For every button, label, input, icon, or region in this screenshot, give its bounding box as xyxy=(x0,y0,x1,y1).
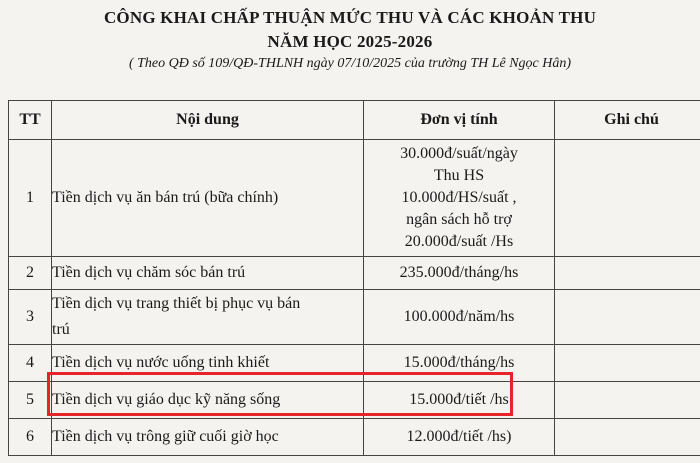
table-row xyxy=(9,345,700,382)
row-unit: 15.000đ/tiết /hs xyxy=(364,382,555,419)
row-content-line: trú xyxy=(52,321,70,338)
row-unit-line: 10.000đ/HS/suất , xyxy=(401,189,517,206)
row-content: Tiền dịch vụ ăn bán trú (bữa chính) xyxy=(52,140,364,257)
table-row xyxy=(9,140,700,257)
row-unit: 100.000đ/năm/hs xyxy=(364,290,555,345)
row-content: Tiền dịch vụ nước uống tinh khiết xyxy=(52,345,364,382)
row-content-line: Tiền dịch vụ trang thiết bị phục vụ bán xyxy=(52,295,301,312)
row-note xyxy=(555,257,700,290)
header-noi-dung: Nội dung xyxy=(52,101,364,140)
row-note xyxy=(555,382,700,419)
row-unit: 15.000đ/tháng/hs xyxy=(364,345,555,382)
row-content: Tiền dịch vụ chăm sóc bán trú xyxy=(52,257,364,290)
row-unit-line: 20.000đ/suất /Hs xyxy=(404,233,514,250)
table-row xyxy=(9,257,700,290)
row-number: 2 xyxy=(9,257,52,290)
table-row xyxy=(9,419,700,456)
row-content: Tiền dịch vụ giáo dục kỹ năng sống xyxy=(52,382,364,419)
row-note xyxy=(555,140,700,257)
header-tt: TT xyxy=(9,101,52,140)
header-ghi-chu: Ghi chú xyxy=(555,101,700,140)
row-unit-line: 30.000đ/suất/ngày xyxy=(400,145,518,162)
row-note xyxy=(555,419,700,456)
row-unit-line: Thu HS xyxy=(433,167,485,184)
row-unit: 235.000đ/tháng/hs xyxy=(364,257,555,290)
row-unit-line: ngân sách hỗ trợ xyxy=(406,211,512,228)
table-header-row xyxy=(9,101,700,140)
row-content: Tiền dịch vụ trông giữ cuối giờ học xyxy=(52,419,364,456)
row-number: 3 xyxy=(9,290,52,345)
document-title-line1: CÔNG KHAI CHẤP THUẬN MỨC THU VÀ CÁC KHOẢN THU xyxy=(103,8,597,27)
document-title-line2: NĂM HỌC 2025-2026 xyxy=(267,32,433,51)
fee-table xyxy=(8,100,700,456)
row-note xyxy=(555,345,700,382)
row-number: 6 xyxy=(9,419,52,456)
row-note xyxy=(555,290,700,345)
row-number: 4 xyxy=(9,345,52,382)
row-unit: 12.000đ/tiết /hs) xyxy=(364,419,555,456)
row-number: 1 xyxy=(9,140,52,257)
document-subtitle: ( Theo QĐ số 109/QĐ-THLNH ngày 07/10/2025 của trường TH Lê Ngọc Hân) xyxy=(128,56,572,71)
table-row xyxy=(9,290,700,345)
row-content xyxy=(52,290,364,345)
header-don-vi: Đơn vị tính xyxy=(364,101,555,140)
table-row-highlighted xyxy=(9,382,700,419)
row-unit xyxy=(364,140,555,257)
row-number: 5 xyxy=(9,382,52,419)
